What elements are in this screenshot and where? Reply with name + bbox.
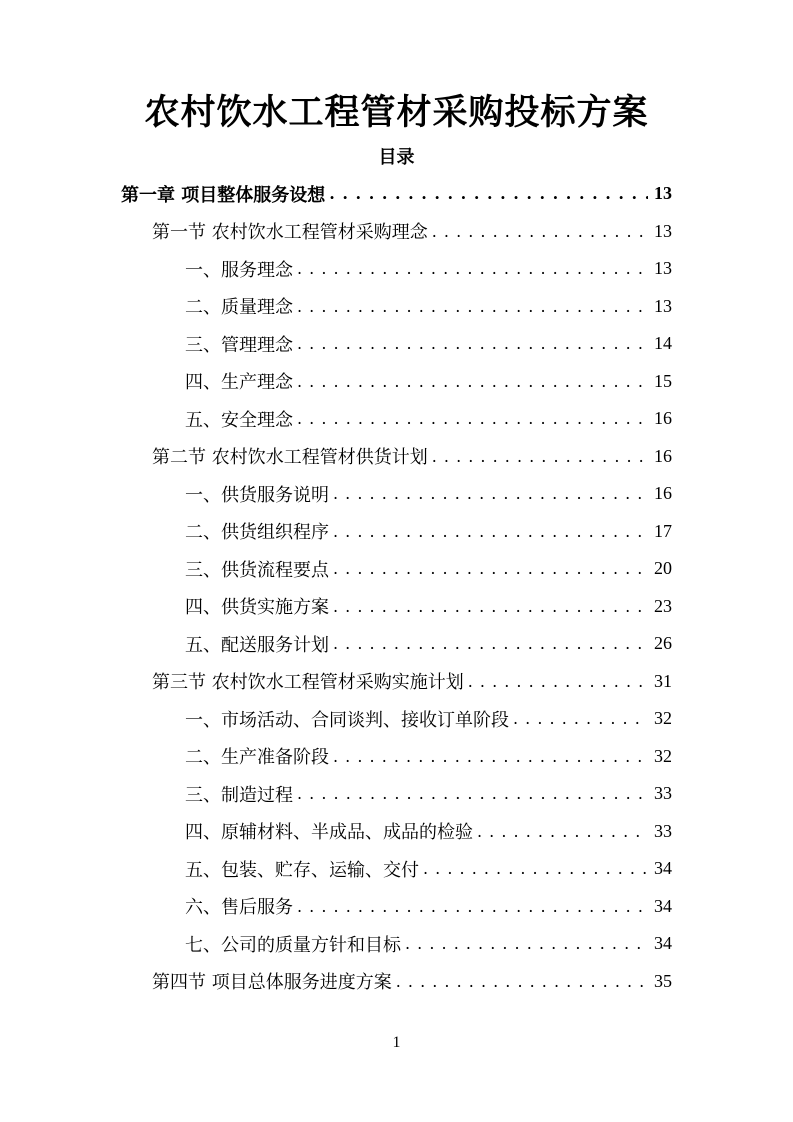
toc-entry-chapter-1[interactable] [121,175,672,212]
toc-dot-leader [333,747,648,766]
toc-dot-leader [432,222,648,241]
toc-entry-item[interactable] [185,813,672,850]
toc-entry-page: 35 [654,970,672,991]
toc-entry-text: 二、质量理念 [185,297,293,318]
toc-entry-text: 第一节 农村饮水工程管材采购理念 [152,222,428,243]
toc-entry-item[interactable] [185,363,672,400]
toc-entry-text: 六、售后服务 [185,897,293,918]
toc-heading: 目录 [378,147,415,168]
toc-dot-leader [333,634,648,653]
toc-entry-item[interactable] [185,513,672,550]
toc-entry-page: 34 [654,858,672,878]
document-title: 农村饮水工程管材采购投标方案 [144,92,649,133]
toc-entry-page: 32 [654,708,672,728]
toc-entry-text: 二、供货组织程序 [185,522,329,543]
toc-entry-page: 13 [654,183,672,203]
toc-dot-leader [329,184,648,203]
toc-entry-section-3[interactable] [152,663,672,700]
toc-entry-item[interactable] [185,850,672,887]
toc-entry-item[interactable] [185,288,672,325]
toc-entry-text: 五、配送服务计划 [185,634,329,656]
toc-entry-item[interactable] [185,325,672,362]
toc-dot-leader [297,409,648,428]
toc-entry-page: 34 [654,895,672,916]
toc-entry-text: 七、公司的质量方针和目标 [185,934,401,956]
toc-entry-page: 15 [654,370,672,391]
toc-dot-leader [297,372,648,391]
toc-dot-leader [405,934,648,953]
toc-dot-leader [333,559,648,578]
toc-entry-text: 四、供货实施方案 [185,597,329,618]
toc-dot-leader [297,297,648,316]
toc-entry-page: 31 [654,670,672,691]
toc-entry-page: 16 [654,445,672,466]
toc-entry-text: 第四节 项目总体服务进度方案 [152,972,392,993]
toc-entry-item[interactable] [185,738,672,775]
toc-entry-text: 一、市场活动、合同谈判、接收订单阶段 [185,709,509,731]
toc-dot-leader [333,597,648,616]
toc-dot-leader [333,522,648,541]
toc-entry-item[interactable] [185,588,672,625]
toc-entry-text: 五、包装、贮存、运输、交付 [185,859,419,881]
toc-entry-text: 三、供货流程要点 [185,559,329,581]
toc-entry-page: 16 [654,483,672,503]
toc-entry-section-2[interactable] [152,438,672,475]
toc-entry-page: 34 [654,933,672,953]
toc-entry-page: 32 [654,745,672,766]
toc-entry-text: 第三节 农村饮水工程管材采购实施计划 [152,672,464,693]
toc-entry-item[interactable] [185,400,672,437]
toc-entry-page: 13 [654,220,672,241]
toc-dot-leader [513,709,648,728]
toc-entry-text: 一、供货服务说明 [185,484,329,506]
toc-entry-text: 第二节 农村饮水工程管材供货计划 [152,447,428,468]
toc-entry-item[interactable] [185,475,672,512]
toc-dot-leader [297,334,648,353]
toc-dot-leader [423,859,648,878]
toc-entry-item[interactable] [185,775,672,812]
toc-dot-leader [297,784,648,803]
toc-entry-section-4[interactable] [152,963,672,1000]
toc-entry-item[interactable] [185,625,672,662]
toc-entry-text: 第一章 项目整体服务设想 [121,184,326,206]
toc-entry-text: 二、生产准备阶段 [185,747,329,768]
toc-entry-page: 26 [654,633,672,653]
toc-dot-leader [333,484,648,503]
toc-entry-page: 23 [654,595,672,616]
toc-entry-item[interactable] [185,925,672,962]
toc-dot-leader [297,897,648,916]
toc-entry-page: 20 [654,558,672,578]
page-number: 1 [392,1034,401,1051]
toc-dot-leader [297,259,648,278]
toc-entry-text: 四、原辅材料、半成品、成品的检验 [185,822,473,843]
toc-entry-text: 三、管理理念 [185,334,293,356]
toc-entry-item[interactable] [185,700,672,737]
toc-entry-page: 33 [654,820,672,841]
toc-dot-leader [477,822,648,841]
toc-entry-text: 四、生产理念 [185,372,293,393]
toc-dot-leader [432,447,648,466]
toc-entry-item[interactable] [185,250,672,287]
toc-dot-leader [468,672,648,691]
toc-entry-page: 16 [654,408,672,428]
toc-entry-text: 五、安全理念 [185,409,293,431]
toc-dot-leader [396,972,648,991]
toc-entry-page: 17 [654,520,672,541]
toc-entry-item[interactable] [185,550,672,587]
toc-entry-page: 13 [654,258,672,278]
toc-entry-text: 三、制造过程 [185,784,293,806]
toc-entry-text: 一、服务理念 [185,259,293,281]
toc-entry-page: 33 [654,783,672,803]
toc-entry-section-1[interactable] [152,213,672,250]
toc-entry-page: 14 [654,333,672,353]
toc-entry-page: 13 [654,295,672,316]
toc-entry-item[interactable] [185,888,672,925]
